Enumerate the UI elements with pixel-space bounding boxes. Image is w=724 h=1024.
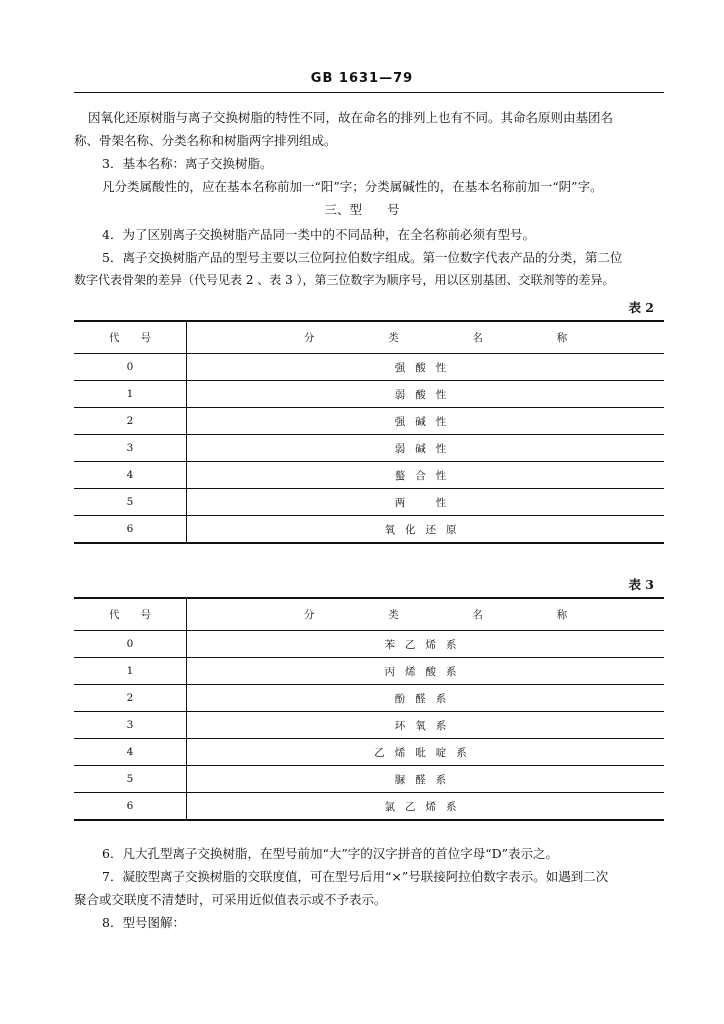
closing-paragraph xyxy=(74,842,666,934)
category-cell: 脲醛系 xyxy=(394,773,457,786)
intro-line: 称、骨架名称、分类名称和树脂两字排列组成。 xyxy=(74,133,337,148)
macroporous-line: 6．凡大孔型离子交换树脂，在型号前加“大”字的汉字拼音的首位字母“D”表示之。 xyxy=(102,846,559,861)
header-char: 称 xyxy=(556,332,568,344)
header-char: 名 xyxy=(472,609,483,621)
model-line: 4．为了区别离子交换树脂产品同一类中的不同品种，在全名称前必须有型号。 xyxy=(102,227,535,242)
table3-header-row xyxy=(74,598,664,631)
code-cell: 0 xyxy=(74,354,187,381)
intro-line: 因氧化还原树脂与离子交换树脂的特性不同，故在命名的排列上也有不同。其命名原则由基团名 xyxy=(88,110,614,125)
table-row xyxy=(74,793,664,821)
code-cell: 5 xyxy=(74,766,187,793)
section-title: 三、型 号 xyxy=(324,202,400,217)
category-cell: 螯合性 xyxy=(394,469,457,482)
header-char: 分 xyxy=(303,332,315,344)
category-cell: 两 性 xyxy=(394,496,457,509)
table-row xyxy=(74,435,664,462)
table-row xyxy=(74,381,664,408)
code-cell: 5 xyxy=(74,489,187,516)
table3-code-header: 代 号 xyxy=(74,598,187,631)
table3-category-header xyxy=(187,598,665,631)
code-cell: 2 xyxy=(74,408,187,435)
code-cell: 4 xyxy=(74,739,187,766)
table-row xyxy=(74,354,664,381)
code-cell: 2 xyxy=(74,685,187,712)
table-row xyxy=(74,631,664,658)
basic-name-line: 3．基本名称：离子交换树脂。 xyxy=(102,156,273,171)
code-cell: 6 xyxy=(74,793,187,821)
model-paragraph xyxy=(74,223,666,292)
model-line: 5．离子交换树脂产品的型号主要以三位阿拉伯数字组成。第一位数字代表产品的分类，第二位 xyxy=(102,250,623,265)
table-row xyxy=(74,489,664,516)
header-char: 分 xyxy=(303,609,315,621)
table2-header-row xyxy=(74,321,664,354)
header-char: 类 xyxy=(388,332,399,344)
table-row xyxy=(74,408,664,435)
table3-caption: 表 3 xyxy=(628,577,654,592)
yin-yang-rule-line: 凡分类属酸性的，应在基本名称前加一“阳”字；分类属碱性的，在基本名称前加一“阴”字。 xyxy=(102,179,603,194)
table-row xyxy=(74,712,664,739)
crosslink-line: 7．凝胶型离子交换树脂的交联度值，可在型号后用“×”号联接阿拉伯数字表示。如遇到二次 xyxy=(102,869,609,884)
code-cell: 1 xyxy=(74,658,187,685)
table-row xyxy=(74,516,664,544)
model-diagram-line: 8．型号图解： xyxy=(102,915,185,930)
header-char: 称 xyxy=(556,609,568,621)
table2-code-header: 代 号 xyxy=(74,321,187,354)
code-cell: 3 xyxy=(74,435,187,462)
table-row xyxy=(74,658,664,685)
header-char: 名 xyxy=(472,332,483,344)
code-cell: 0 xyxy=(74,631,187,658)
category-cell: 丙烯酸系 xyxy=(384,665,467,678)
category-cell: 氧化还原 xyxy=(384,523,467,536)
category-cell: 强酸性 xyxy=(394,361,457,374)
table2 xyxy=(74,320,664,544)
intro-paragraph xyxy=(74,106,666,198)
code-cell: 1 xyxy=(74,381,187,408)
category-cell: 苯乙烯系 xyxy=(384,638,467,651)
table-row xyxy=(74,766,664,793)
model-line: 数字代表骨架的差异（代号见表 2 、表 3 ），第三位数字为顺序号，用以区别基团、交联剂等的差异。 xyxy=(74,273,615,287)
table-row xyxy=(74,685,664,712)
category-cell: 酚醛系 xyxy=(394,692,457,705)
category-cell: 乙烯吡啶系 xyxy=(374,746,477,759)
table2-category-header xyxy=(187,321,665,354)
table2-caption: 表 2 xyxy=(628,300,654,315)
header-rule xyxy=(74,92,664,93)
category-cell: 环氧系 xyxy=(394,719,457,732)
table-row xyxy=(74,462,664,489)
category-cell: 弱酸性 xyxy=(394,388,457,401)
table-row xyxy=(74,739,664,766)
category-cell: 强碱性 xyxy=(394,415,457,428)
header-char: 类 xyxy=(388,609,399,621)
standard-header: GB 1631—79 xyxy=(310,71,414,86)
category-cell: 氯乙烯系 xyxy=(384,800,467,813)
crosslink-line: 聚合或交联度不清楚时，可采用近似值表示或不予表示。 xyxy=(74,892,387,907)
code-cell: 3 xyxy=(74,712,187,739)
code-cell: 4 xyxy=(74,462,187,489)
code-cell: 6 xyxy=(74,516,187,544)
table3 xyxy=(74,597,664,821)
category-cell: 弱碱性 xyxy=(394,442,457,455)
